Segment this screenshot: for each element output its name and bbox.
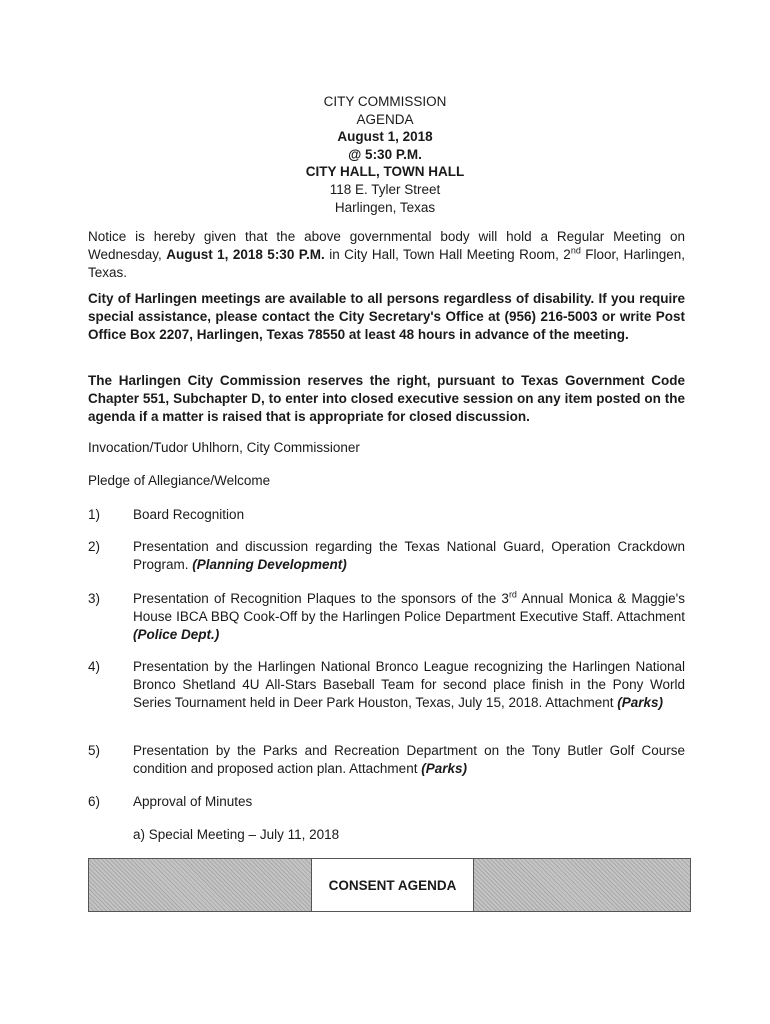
closed-session-paragraph: The Harlingen City Commission reserves the right, pursuant to Texas Government Code Chapter 551, Subchapter D, to enter into closed executive session on any item posted on the agenda if a matter is raised that is appropriate for closed discussion. [88, 373, 685, 424]
item-superscript: rd [508, 589, 517, 600]
item-text: Presentation by the Parks and Recreation Department on the Tony Butler Golf Course condition and proposed action plan. Attachment [133, 743, 685, 776]
item-text: Presentation by the Harlingen National Bronco League recognizing the Harlingen National Bronco Shetland 4U All-Stars Baseball Team for second place finish in the Pony World Series Tournament held in Deer Park Houston, Texas, July 15, 2018. Attachment [133, 659, 685, 710]
item-text: Presentation of Recognition Plaques to the sponsors of the 3 [133, 591, 509, 606]
item-number: 3) [88, 591, 101, 606]
item-text: Presentation and discussion regarding the Texas National Guard, Operation Crackdown Program. [133, 539, 685, 572]
agenda-item [88, 793, 685, 811]
banner-shading-left [89, 859, 312, 911]
meeting-date: August 1, 2018 [337, 129, 433, 145]
item-text: Approval of Minutes [133, 794, 253, 809]
venue-city: Harlingen, Texas [334, 199, 436, 215]
item-department: (Police Dept.) [133, 627, 220, 642]
meeting-venue: CITY HALL, TOWN HALL [305, 164, 465, 180]
item-text: Board Recognition [133, 507, 245, 522]
item-number: 5) [88, 743, 101, 758]
item-number: 2) [88, 539, 101, 554]
notice-datetime: August 1, 2018 5:30 P.M. [166, 247, 325, 262]
notice-paragraph [88, 228, 685, 282]
pledge-line: Pledge of Allegiance/Welcome [88, 473, 271, 488]
item-text-2: Annual Monica & Maggie's House IBCA BBQ Cook-Off by the Harlingen Police Department Executive Staff. Attachment [133, 591, 686, 624]
agenda-item [88, 538, 685, 574]
venue-street: 118 E. Tyler Street [329, 181, 441, 197]
item-department: (Parks) [421, 761, 467, 776]
consent-agenda-heading: CONSENT AGENDA [312, 859, 473, 911]
item-department: (Planning Development) [192, 557, 347, 572]
notice-superscript: nd [570, 245, 581, 256]
notice-text-2: in City Hall, Town Hall Meeting Room, 2 [324, 247, 571, 262]
accessibility-paragraph: City of Harlingen meetings are available to all persons regardless of disability. If you require special assistance, please contact the City Secretary's Office at (956) 216-5003 or write Post Office Box 2207, Harlingen, Texas 78550 at least 48 hours in advance of the meeting. [88, 291, 685, 342]
banner-shading-right [473, 859, 690, 911]
meeting-time: @ 5:30 P.M. [348, 146, 422, 162]
item-number: 6) [88, 794, 101, 809]
agenda-item [88, 658, 685, 712]
agenda-item [88, 590, 685, 644]
item-number: 1) [88, 507, 101, 522]
agenda-header [0, 93, 770, 216]
item-number: 4) [88, 659, 101, 674]
invocation-line: Invocation/Tudor Uhlhorn, City Commissioner [88, 440, 360, 455]
header-subtitle: AGENDA [356, 111, 414, 127]
agenda-item [88, 742, 685, 778]
notice-text: Notice is hereby given that the above governmental body will hold a Regular Meeting on Wednesday, [88, 229, 685, 262]
header-title: CITY COMMISSION [323, 94, 447, 109]
agenda-subitem: a) Special Meeting – July 11, 2018 [133, 827, 340, 842]
agenda-item [88, 506, 685, 524]
item-department: (Parks) [617, 695, 664, 710]
notice-text-3: Floor, Harlingen, Texas. [88, 247, 685, 280]
consent-agenda-banner [88, 858, 691, 912]
